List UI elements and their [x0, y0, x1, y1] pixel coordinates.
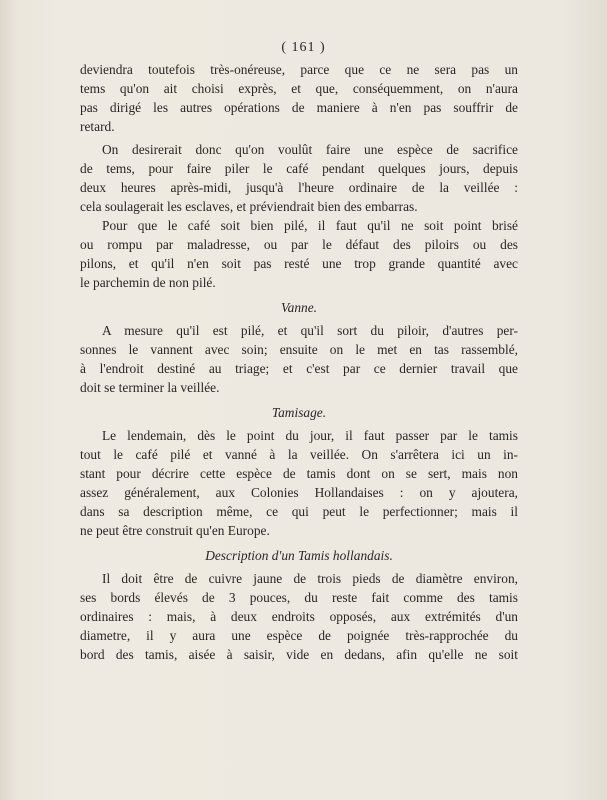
text-line: ordinaires : mais, à deux endroits opposés, aux extrémités d'un	[80, 609, 518, 624]
text-line: ne peut être construit qu'en Europe.	[80, 523, 270, 538]
paragraph	[80, 321, 518, 397]
text-line: à l'endroit destiné au triage; et c'est par ce dernier travail que	[80, 361, 518, 376]
paragraph	[80, 140, 518, 216]
section-heading-description-tamis: Description d'un Tamis hollandais.	[205, 548, 393, 563]
text-line: bord des tamis, aisée à saisir, vide en dedans, afin qu'elle ne soit	[80, 647, 518, 662]
text-line: tems qu'on ait choisi exprès, et que, conséquemment, on n'aura	[80, 81, 518, 96]
text-line: Pour que le café soit bien pilé, il faut qu'il ne soit point brisé	[102, 218, 518, 233]
page-number: ( 161 )	[281, 40, 326, 55]
text-line: dans sa description même, ce qui peut le perfectionner; mais il	[80, 504, 518, 519]
paragraph	[80, 426, 518, 540]
text-line: doit se terminer la veillée.	[80, 380, 220, 395]
text-line: deux heures après-midi, jusqu'à l'heure ordinaire de la veillée :	[80, 180, 518, 195]
text-line: ou rompu par maladresse, ou par le défaut des piloirs ou des	[80, 237, 518, 252]
text-line: pilons, et qu'il n'en soit pas resté une trop grande quantité avec	[80, 256, 518, 271]
text-line: deviendra toutefois très-onéreuse, parce que ce ne sera pas un	[80, 62, 518, 77]
paragraph	[80, 216, 518, 292]
text-line: pas dirigé les autres opérations de maniere à n'en pas souffrir de	[80, 100, 518, 115]
text-line: A mesure qu'il est pilé, et qu'il sort du piloir, d'autres per-	[102, 323, 518, 338]
section-heading-tamisage: Tamisage.	[271, 405, 327, 420]
text-line: sonnes le vannent avec soin; ensuite on le met en tas rassemblé,	[80, 342, 518, 357]
section-heading-vanne: Vanne.	[280, 300, 318, 315]
text-line: retard.	[80, 119, 115, 134]
paragraph	[80, 60, 518, 136]
text-line: tout le café pilé et vanné à la veillée. On s'arrêtera ici un in-	[80, 447, 518, 462]
text-line: Il doit être de cuivre jaune de trois pieds de diamètre environ,	[102, 571, 518, 586]
text-line: Le lendemain, dès le point du jour, il faut passer par le tamis	[102, 428, 518, 443]
text-line: stant pour décrire cette espèce de tamis dont on se sert, mais non	[80, 466, 518, 481]
text-line: diametre, il y aura une espèce de poignée très-rapprochée du	[80, 628, 518, 643]
text-line: cela soulagerait les esclaves, et préviendrait bien des embarras.	[80, 199, 418, 214]
page-body	[80, 60, 518, 664]
text-line: le parchemin de non pilé.	[80, 275, 216, 290]
paragraph	[80, 569, 518, 664]
text-line: assez généralement, aux Colonies Hollandaises : on y ajoutera,	[80, 485, 518, 500]
text-line: On desirerait donc qu'on voulût faire une espèce de sacrifice	[102, 142, 518, 157]
text-line: de tems, pour faire piler le café pendant quelques jours, depuis	[80, 161, 518, 176]
text-line: ses bords élevés de 3 pouces, du reste fait comme des tamis	[80, 590, 518, 605]
